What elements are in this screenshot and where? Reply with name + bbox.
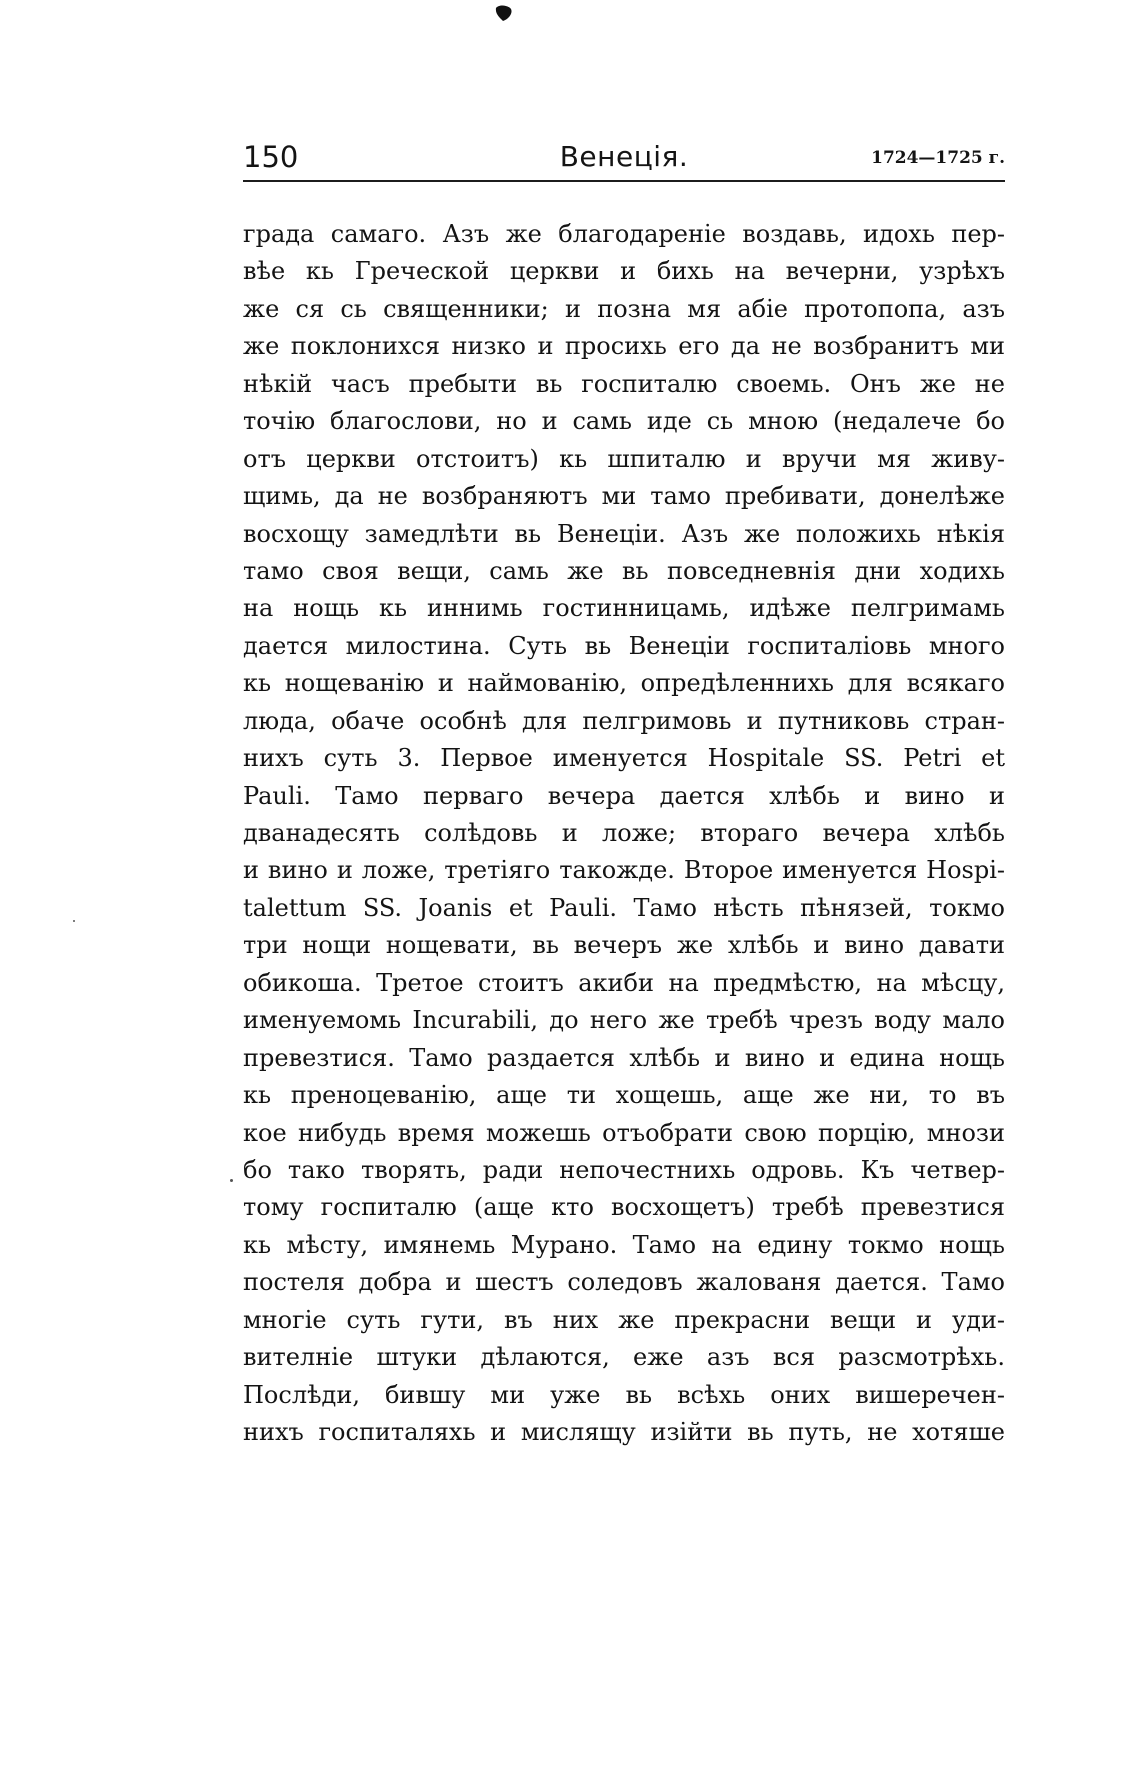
- text-line: точію благослови, но и самь иде сь мною (недалече бо: [243, 407, 1005, 436]
- text-line: кое нибудь время можешь отъобрати свою порцію, мнози: [243, 1118, 1005, 1147]
- text-line: на нощь кь иннимь гостинницамь, идѣже пелгримамь: [243, 594, 1005, 623]
- text-line: именуемомь Incurabili, до него же требѣ чрезъ воду мало: [243, 1006, 1005, 1035]
- running-header: [243, 140, 1005, 182]
- text-line: люда, обаче особнѣ для пелгримовь и путниковь стран-: [243, 706, 1005, 735]
- body-text: [243, 216, 1005, 1451]
- text-line: града самаго. Азъ же благодареніе воздавь, идохь пер-: [243, 220, 1005, 248]
- text-line: и вино и ложе, третіяго такожде. Второе именуется Hospi-: [243, 856, 1005, 885]
- text-line: три нощи нощевати, вь вечеръ же хлѣбь и вино давати: [243, 931, 1005, 960]
- text-line: кь преноцеванію, аще ти хощешь, аще же ни, то въ: [243, 1081, 1005, 1110]
- page-number: 150: [243, 140, 299, 174]
- text-line: превезтися. Тамо раздается хлѣбь и вино и едина нощь: [243, 1043, 1005, 1072]
- text-line: тамо своя вещи, самь же вь повседневнія дни ходихь: [243, 556, 1005, 585]
- text-line: обикоша. Третое стоитъ акиби на предмѣстю, на мѣсцу,: [243, 968, 1005, 997]
- text-line: нихъ суть 3. Первое именуется Hospitale SS. Petri et: [243, 744, 1005, 773]
- text-line: щимь, да не возбраняютъ ми тамо пребивати, донелѣже: [243, 482, 1005, 511]
- margin-speck: [230, 1179, 233, 1182]
- text-line: кь нощеванію и наймованію, опредѣленнихь для всякаго: [243, 669, 1005, 698]
- text-line: дванадесять солѣдовь и ложе; втораго вечера хлѣбь: [243, 819, 1005, 847]
- text-line: нихъ госпиталяхь и мислящу изійти вь путь, не хотяше: [243, 1418, 1005, 1446]
- date-range: 1724—1725 г.: [871, 148, 1005, 168]
- text-line: же ся сь священники; и позна мя абіе протопопа, азъ: [243, 294, 1005, 323]
- text-line: многіе суть гути, въ них же прекрасни вещи и уди-: [243, 1305, 1005, 1334]
- margin-speck: [73, 920, 75, 922]
- running-title: Венеція.: [559, 140, 689, 173]
- text-line: нѣкій часъ пребыти вь госпиталю своемь. Онъ же не: [243, 369, 1005, 398]
- text-line: восхощу замедлѣти вь Венеціи. Азъ же положихь нѣкія: [243, 519, 1005, 548]
- text-line: кь мѣсту, имянемь Мурано. Тамо на едину токмо нощь: [243, 1230, 1005, 1259]
- text-line: Послѣди, бившу ми уже вь всѣхь оних вишеречен-: [243, 1380, 1005, 1409]
- text-line: же поклонихся низко и просихь его да не возбранитъ ми: [243, 332, 1005, 361]
- text-line: постеля добра и шестъ соледовъ жалованя дается. Тамо: [243, 1268, 1005, 1297]
- text-line: вителніе штуки дѣлаются, еже азъ вся разсмотрѣхь.: [243, 1343, 1005, 1372]
- text-line: бо тако творять, ради непочестнихь одровь. Къ четвер-: [243, 1155, 1005, 1184]
- text-line: тому госпиталю (аще кто восхощетъ) требѣ превезтися: [243, 1193, 1005, 1222]
- text-line: Pauli. Тамо перваго вечера дается хлѣбь и вино и: [243, 781, 1005, 810]
- text-line: дается милостина. Суть вь Венеціи госпиталіовь много: [243, 631, 1005, 660]
- text-line: отъ церкви отстоитъ) кь шпиталю и вручи мя живу-: [243, 444, 1005, 473]
- text-line: talettum SS. Joanis et Pauli. Тамо нѣсть пѣнязей, токмо: [243, 893, 1005, 922]
- ink-blot-mark: [493, 4, 513, 22]
- text-line: вѣе кь Греческой церкви и бихь на вечерни, узрѣхъ: [243, 257, 1005, 286]
